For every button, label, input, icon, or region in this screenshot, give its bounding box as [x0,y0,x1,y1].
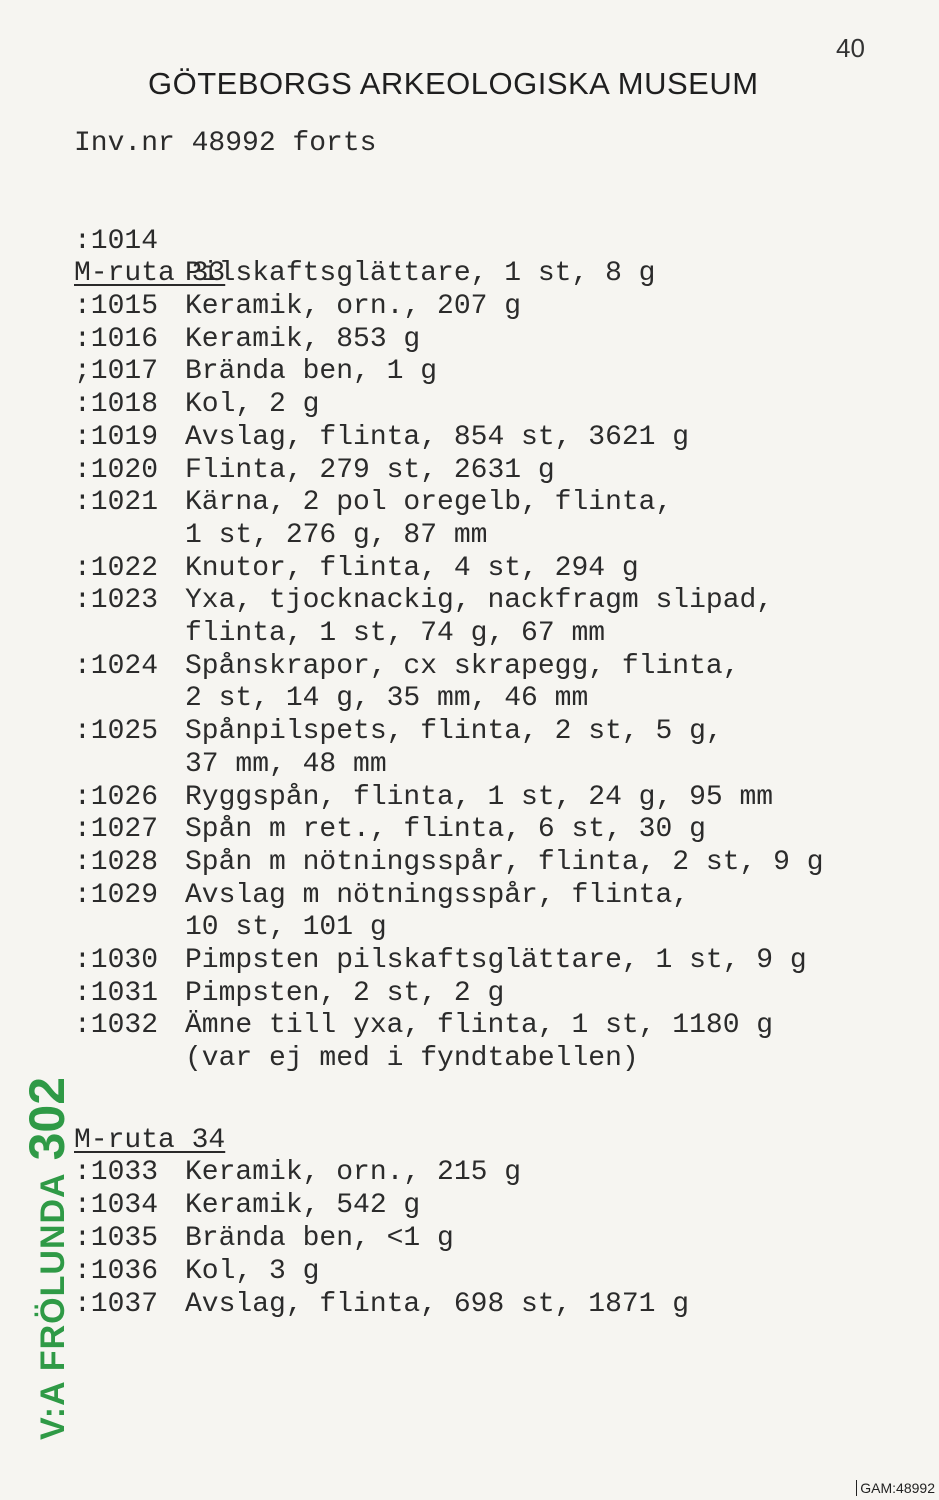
entry-id: :1033 [74,1157,159,1188]
entry-id: :1016 [74,323,159,355]
entry-id: :1037 [74,1289,159,1320]
entry-id: ;1017 [74,356,159,388]
entry-text: Pimpsten, 2 st, 2 g [185,977,505,1009]
entry-text: Keramik, 542 g [185,1190,421,1221]
entry-text: Spån m nötningsspår, flinta, 2 st, 9 g [185,846,824,878]
entry-id: :1032 [74,1010,159,1042]
stamp-number: 302 [19,1076,75,1161]
entry-id: :1018 [74,389,159,421]
entry-text: Kärna, 2 pol oregelb, flinta, [185,487,673,519]
entry-text: 2 st, 14 g, 35 mm, 46 mm [185,683,589,715]
entry-text: Keramik, orn., 207 g [185,291,522,322]
entry-text: Avslag m nötningsspår, flinta, [185,879,690,911]
entry-id: :1028 [74,846,159,878]
entry-id: :1023 [74,585,159,617]
entry-text: Pimpsten pilskaftsglättare, 1 st, 9 g [185,945,807,976]
entry-text: Avslag, flinta, 698 st, 1871 g [185,1289,690,1320]
entry-text: Spånskrapor, cx skrapegg, flinta, [185,650,740,682]
entry-text: Pilskaftsglättare, 1 st, 8 g [185,258,656,289]
stamp-text: V:A FRÖLUNDA [34,1172,72,1440]
entry-id: :1015 [74,291,159,322]
museum-title: GÖTEBORGS ARKEOLOGISKA MUSEUM [148,66,759,101]
entry-text: Kol, 3 g [185,1256,320,1287]
entry-id: :1035 [74,1223,159,1254]
location-stamp [18,1077,76,1440]
entry-text: Kol, 2 g [185,389,320,421]
entry-id: :1026 [74,781,159,813]
entry-text: Flinta, 279 st, 2631 g [185,454,555,486]
entry-id: :1025 [74,716,159,748]
page-number: 40 [836,33,865,63]
entry-text: Keramik, 853 g [185,323,421,355]
section-heading-33: M-ruta 33 [74,258,226,289]
entry-id: :1029 [74,879,159,911]
entry-text: 37 mm, 48 mm [185,748,387,780]
entry-text: Avslag, flinta, 854 st, 3621 g [185,421,690,453]
entry-text: Yxa, tjocknackig, nackfragm slipad, [185,585,774,617]
entry-text: Spån m ret., flinta, 6 st, 30 g [185,814,706,846]
entry-id: :1014 [74,226,159,257]
entry-text: Brända ben, <1 g [185,1223,454,1254]
entry-id: :1027 [74,814,159,846]
entry-text: Brända ben, 1 g [185,356,438,388]
reference-label: GAM:48992 [856,1480,935,1496]
entry-text: (var ej med i fyndtabellen) [185,1043,639,1075]
entry-id: :1030 [74,945,159,976]
entry-id: :1031 [74,977,159,1009]
entry-id: :1022 [74,552,159,584]
entry-text: Ryggspån, flinta, 1 st, 24 g, 95 mm [185,781,774,813]
entry-id: :1034 [74,1190,159,1221]
entry-text: Spånpilspets, flinta, 2 st, 5 g, [185,716,723,748]
entry-text: flinta, 1 st, 74 g, 67 mm [185,618,606,649]
entry-id: :1036 [74,1256,159,1287]
inventory-number: Inv.nr 48992 forts [74,128,377,159]
entry-text: Keramik, orn., 215 g [185,1157,522,1188]
entry-id: :1024 [74,650,159,682]
entry-text: Ämne till yxa, flinta, 1 st, 1180 g [185,1010,774,1042]
entry-text: 10 st, 101 g [185,912,387,944]
entry-id: :1020 [74,454,159,486]
entry-text: 1 st, 276 g, 87 mm [185,519,488,551]
entry-id: :1019 [74,421,159,453]
entry-text: Knutor, flinta, 4 st, 294 g [185,552,639,584]
entry-id: :1021 [74,487,159,519]
section-heading-34: M-ruta 34 [74,1125,226,1156]
